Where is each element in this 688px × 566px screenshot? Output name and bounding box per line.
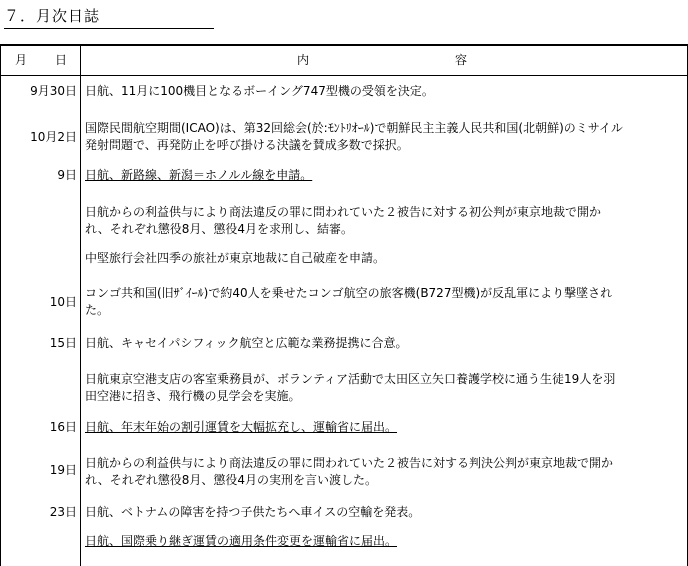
- entry-text: 日航、国際乗り継ぎ運賃の適用条件変更を運輸省に届出。: [85, 534, 398, 548]
- header-content: [297, 51, 467, 69]
- entry-date: 10日: [49, 295, 77, 309]
- entry-date: 9月30日: [30, 84, 77, 98]
- entry-date: 10月2日: [30, 130, 77, 144]
- header-divider: [1, 75, 687, 76]
- entry-text: 国際民間航空期間(ICAO)は、第32回総会(於:ﾓﾝﾄﾘｵｰﾙ)で朝鮮民主主義人民共和国(北朝鮮)のミサイル 発射問題で、再発防止を呼び掛ける決議を賛成多数で採択。: [85, 121, 623, 152]
- journal-table: [0, 44, 688, 566]
- entry-text: 日航からの利益供与により商法違反の罪に問われていた２被告に対する判決公判が東京地裁で開か れ、それぞれ懲役8月、懲役4月の実刑を言い渡した。: [85, 456, 614, 487]
- entry-text: コンゴ共和国(旧ｻﾞｲｰﾙ)で約40人を乗せたコンゴ航空の旅客機(B727型機)が反乱軍により撃墜され た。: [85, 286, 613, 317]
- entry-date: 15日: [49, 336, 77, 350]
- entry-date: 9日: [57, 168, 77, 182]
- entry-text: 日航、11月に100機目となるボーイング747型機の受領を決定。: [85, 84, 434, 98]
- entry-date: 19日: [49, 463, 77, 477]
- entry-text: 日航、ベトナムの障害を持つ子供たちへ車イスの空輸を発表。: [85, 505, 421, 519]
- entry-text: 日航、新路線、新潟＝ホノルル線を申請。: [85, 168, 313, 182]
- header-date: [15, 51, 67, 69]
- header-content-char-1: 内: [297, 53, 310, 67]
- entry-text: 日航、キャセイパシフィック航空と広範な業務提携に合意。: [85, 336, 408, 350]
- header-date-month: 月: [15, 53, 28, 67]
- section-title: ７．月次日誌: [4, 6, 214, 29]
- header-content-char-2: 容: [454, 53, 467, 67]
- entry-date: 23日: [49, 505, 77, 519]
- header-date-day: 日: [54, 53, 67, 67]
- entry-date: 16日: [49, 420, 77, 434]
- entry-text: 日航東京空港支店の客室乗務員が、ボランティア活動で太田区立矢口養護学校に通う生徒19人を羽 田空港に招き、飛行機の見学会を実施。: [85, 372, 616, 403]
- entry-text: 日航からの利益供与により商法違反の罪に問われていた２被告に対する初公判が東京地裁で開か れ、それぞれ懲役8月、懲役4月を求刑し、結審。: [85, 205, 602, 236]
- entry-text: 日航、年末年始の割引運賃を大幅拡充し、運輸省に届出。: [85, 420, 398, 434]
- entry-text: 中堅旅行会社四季の旅社が東京地裁に自己破産を申請。: [85, 251, 386, 265]
- column-divider: [80, 46, 81, 566]
